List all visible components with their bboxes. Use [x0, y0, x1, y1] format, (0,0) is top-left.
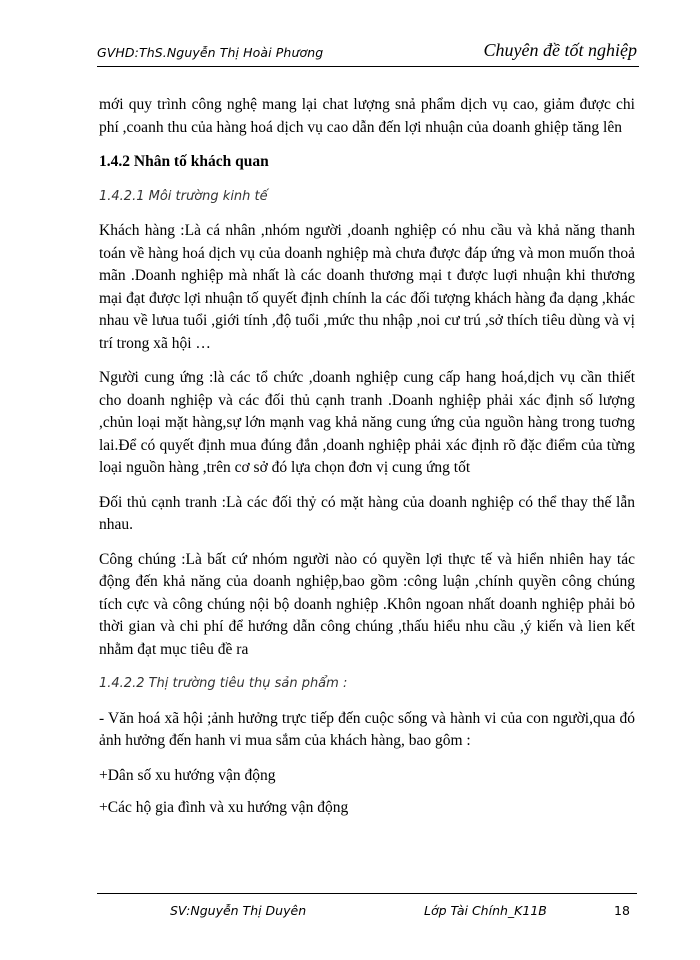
intro-paragraph: mới quy trình công nghệ mang lại chat lượng snả phẩm dịch vụ cao, giảm được chi phí ,coanh thu của hàng hoá dịch vụ cao dẫn đến lợi nhuận của doanh ghiệp tăng lên — [99, 96, 635, 136]
section-heading: 1.4.2 Nhân tố khách quan — [99, 153, 269, 170]
footer-divider — [97, 893, 637, 894]
page-number: 18 — [614, 903, 630, 918]
paragraph-public: Công chúng :Là bất cứ nhóm người nào có quyền lợi thực tế và hiển nhiên hay tác động đến khả năng của doanh nghiệp,bao gồm :công luận ,chính quyền công chúng tích cực và công chúng nội bộ doanh nghiệp .Khôn ngoan nhất doanh nghiệp phải bỏ thời gian và chi phí để hướng dẫn công chúng ,thấu hiểu nhu cầu ,ý kiến và lien kết nhằm đạt mục tiêu đề ra — [99, 550, 635, 658]
header-document-title: Chuyên đề tốt nghiệp — [483, 40, 637, 60]
footer-student: SV:Nguyễn Thị Duyên — [170, 903, 307, 918]
document-body — [99, 94, 635, 830]
bullet-population: +Dân số xu hướng vận động — [99, 766, 276, 784]
subsection-heading-market: 1.4.2.2 Thị trường tiêu thụ sản phẩm : — [99, 676, 348, 691]
paragraph-customers: Khách hàng :Là cá nhân ,nhóm người ,doanh nghiệp có nhu cầu và khả năng thanh toán về hàng hoá dịch vụ của doanh nghiệp mà chưa được đáp ứng và mon muốn thoả mãn .Doanh nghiệp mà nhất là các doanh thương mại t được luợi nhuận khi thương mại đạt được lợi nhuận tố quyết định chính la các đối tượng khách hàng đa dạng ,khác nhau về lưua tuổi ,giới tính ,độ tuổi ,mức thu nhập ,noi cư trú ,sở thích tiêu dùng và vị trí trong xã hội … — [99, 222, 635, 352]
bullet-households: +Các hộ gia đình và xu hướng vận động — [99, 799, 349, 816]
subsection-heading-economic: 1.4.2.1 Môi trường kinh tế — [99, 188, 268, 204]
paragraph-culture: - Văn hoá xã hội ;ảnh hưởng trực tiếp đến cuộc sống và hành vi của con người,qua đó ảnh hưởng đến hanh vi mua sắm của khách hàng, bao gôm : — [99, 709, 635, 749]
header-advisor: GVHD:ThS.Nguyễn Thị Hoài Phương — [97, 45, 324, 60]
footer-class: Lớp Tài Chính_K11B — [424, 903, 547, 918]
page-header — [97, 36, 639, 67]
paragraph-competitors: Đối thủ cạnh tranh :Là các đối thỷ có mặt hàng của doanh nghiệp có thể thay thế lẫn nhau. — [99, 493, 635, 533]
paragraph-suppliers: Người cung ứng :là các tổ chức ,doanh nghiệp cung cấp hang hoá,dịch vụ cần thiết cho doanh nghiệp và các đối thủ cạnh tranh .Doanh nghiệp phải xác định số lượng ,chủn loại mặt hàng,sự lớn mạnh vag khả năng cung ứng của nguồn hàng trong tuơng lai.Để có quyết định mua đúng đắn ,doanh nghiệp phải xác định rõ đặc điểm của từng loại nguồn hàng ,trên cơ sở đó lựa chọn đơn vị cung ứng tốt — [99, 369, 635, 476]
